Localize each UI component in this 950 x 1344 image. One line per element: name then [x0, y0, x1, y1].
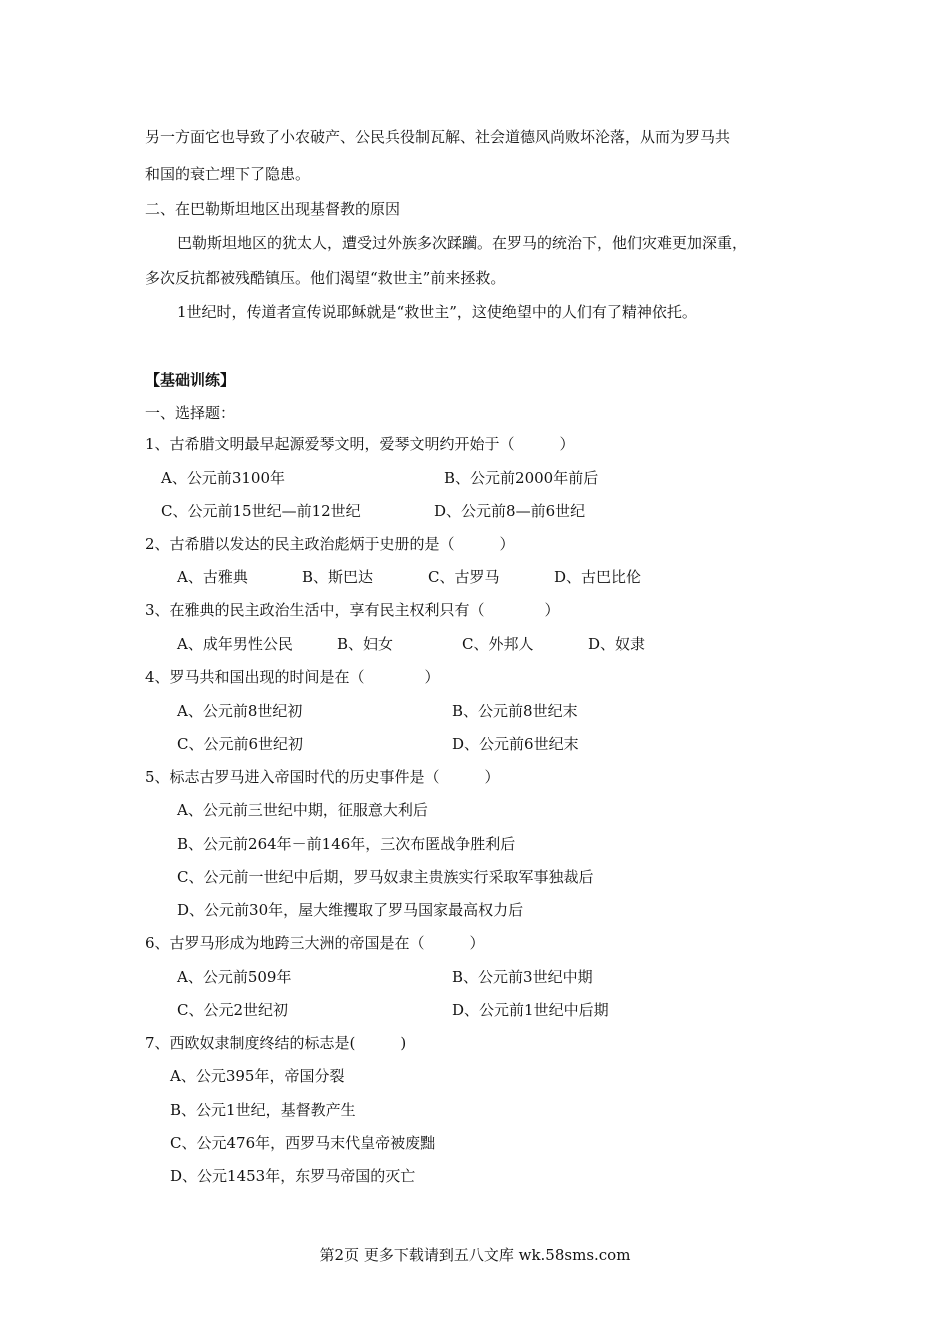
question-4-option-a: A、公元前8世纪初 [177, 702, 303, 720]
question-6-option-a: A、公元前509年 [177, 968, 292, 986]
paragraph-1-line-1: 另一方面它也导致了小农破产、公民兵役制瓦解、社会道德风尚败坏沦落，从而为罗马共 [145, 128, 731, 146]
question-2-option-a: A、古雅典 [177, 568, 248, 586]
question-6-option-c: C、公元2世纪初 [177, 1001, 289, 1019]
question-3-stem: 3、在雅典的民主政治生活中，享有民主权利只有（ ） [145, 601, 560, 619]
question-5-stem: 5、标志古罗马进入帝国时代的历史事件是（ ） [145, 768, 500, 786]
question-6-option-b: B、公元前3世纪中期 [452, 968, 593, 986]
paragraph-1-line-2: 和国的衰亡埋下了隐患。 [145, 165, 311, 183]
training-subheading: 一、选择题： [145, 404, 236, 422]
question-7-option-d: D、公元1453年，东罗马帝国的灭亡 [170, 1167, 416, 1185]
question-1-option-b: B、公元前2000年前后 [444, 469, 599, 487]
question-7-option-b: B、公元1世纪，基督教产生 [170, 1101, 356, 1119]
question-4-option-b: B、公元前8世纪末 [452, 702, 578, 720]
question-2-stem: 2、古希腊以发达的民主政治彪炳于史册的是（ ） [145, 535, 515, 553]
question-7-option-c: C、公元476年，西罗马末代皇帝被废黜 [170, 1134, 436, 1152]
paragraph-3: 1世纪时，传道者宣传说耶稣就是“救世主”，这使绝望中的人们有了精神依托。 [177, 303, 697, 321]
question-1-option-a: A、公元前3100年 [161, 469, 286, 487]
question-2-option-d: D、古巴比伦 [554, 568, 642, 586]
training-heading: 【基础训练】 [145, 371, 236, 389]
question-2-option-c: C、古罗马 [428, 568, 500, 586]
question-1-stem: 1、古希腊文明最早起源爱琴文明，爱琴文明约开始于（ ） [145, 435, 575, 453]
paragraph-2-line-2: 多次反抗都被残酷镇压。他们渴望“救世主”前来拯救。 [145, 269, 506, 287]
question-3-option-d: D、奴隶 [588, 635, 646, 653]
question-4-stem: 4、罗马共和国出现的时间是在（ ） [145, 668, 440, 686]
question-4-option-d: D、公元前6世纪末 [452, 735, 579, 753]
page-footer: 第2页 更多下载请到五八文库 wk.58sms.com [319, 1246, 631, 1264]
question-5-option-c: C、公元前一世纪中后期，罗马奴隶主贵族实行采取军事独裁后 [177, 868, 594, 886]
section-2-heading: 二、在巴勒斯坦地区出现基督教的原因 [145, 200, 401, 218]
question-4-option-c: C、公元前6世纪初 [177, 735, 304, 753]
question-5-option-a: A、公元前三世纪中期，征服意大利后 [177, 801, 428, 819]
question-3-option-c: C、外邦人 [462, 635, 534, 653]
question-6-stem: 6、古罗马形成为地跨三大洲的帝国是在（ ） [145, 934, 485, 952]
question-6-option-d: D、公元前1世纪中后期 [452, 1001, 609, 1019]
question-3-option-a: A、成年男性公民 [177, 635, 293, 653]
question-1-option-c: C、公元前15世纪—前12世纪 [161, 502, 361, 520]
question-5-option-d: D、公元前30年，屋大维攫取了罗马国家最高权力后 [177, 901, 524, 919]
paragraph-2-line-1: 巴勒斯坦地区的犹太人，遭受过外族多次蹂躏。在罗马的统治下，他们灾难更加深重， [177, 234, 748, 252]
question-5-option-b: B、公元前264年－前146年，三次布匿战争胜利后 [177, 835, 516, 853]
question-2-option-b: B、斯巴达 [302, 568, 374, 586]
question-1-option-d: D、公元前8—前6世纪 [434, 502, 586, 520]
question-7-stem: 7、西欧奴隶制度终结的标志是( ) [145, 1034, 407, 1052]
question-7-option-a: A、公元395年，帝国分裂 [170, 1067, 345, 1085]
question-3-option-b: B、妇女 [337, 635, 394, 653]
